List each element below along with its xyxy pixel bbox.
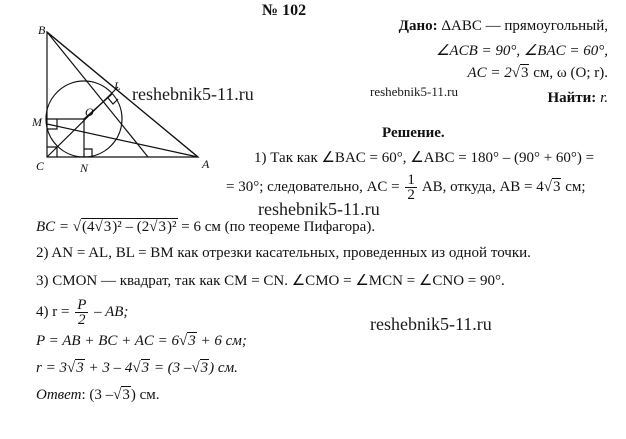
- solution-title: Решение.: [382, 125, 445, 141]
- r-a: r = 3: [36, 360, 67, 376]
- fraction-half: [405, 173, 417, 202]
- given-line2: ∠ACB = 90°, ∠BAC = 60°,: [435, 43, 608, 59]
- given-ac: AC = 2: [467, 65, 512, 81]
- given-ac-rest: см, ω (O; r).: [529, 65, 608, 81]
- label-b: B: [38, 23, 46, 37]
- find-line: [547, 90, 608, 107]
- bc-line: BC = √(4√3)² – (2√3)² = 6 см (по теореме Пифагора).: [36, 219, 376, 235]
- answer-line: Ответ: (3 –√3) см.: [36, 387, 160, 403]
- bc-rest: = 6 см (по теореме Пифагора).: [177, 219, 376, 235]
- label-c: C: [36, 159, 45, 173]
- r-root3: 3: [200, 360, 209, 376]
- p-a: P = AB + BC + AC = 6: [36, 333, 179, 349]
- label-n: N: [80, 161, 89, 175]
- step4-a: 4) r =: [36, 303, 70, 320]
- bc-r5: )²: [167, 219, 177, 235]
- watermark: reshebnik5-11.ru: [132, 84, 254, 104]
- r-d: ) см.: [209, 360, 238, 376]
- step1-root: 3: [552, 178, 561, 195]
- p-line: P = AB + BC + AC = 6√3 + 6 см;: [36, 333, 247, 349]
- label-a: A: [202, 157, 210, 171]
- answer-label: Ответ: [36, 387, 82, 403]
- bc-label: BC =: [36, 219, 70, 235]
- step1-line1: 1) Так как ∠BAC = 60°, ∠ABC = 180° – (90° + 60°) =: [254, 150, 595, 166]
- watermark: reshebnik5-11.ru: [370, 84, 458, 99]
- find-label: Найти:: [547, 90, 597, 106]
- bc-r3: )² – (2: [112, 219, 150, 235]
- step1-text-c: см;: [561, 178, 586, 195]
- label-o: O: [85, 105, 94, 119]
- given-text1: ΔABC — прямоугольный,: [441, 18, 608, 34]
- bc-r4: 3: [158, 219, 166, 235]
- p-root: 3: [188, 333, 196, 349]
- given-label: Дано:: [398, 18, 438, 34]
- bc-radical: (4√3)² – (2√3)²: [82, 219, 177, 235]
- bc-r2: 3: [103, 219, 112, 235]
- frac-den: 2: [407, 187, 415, 203]
- r-root1: 3: [76, 360, 84, 376]
- r-root2: 3: [141, 360, 150, 376]
- find-value: r.: [596, 90, 608, 106]
- answer-root: 3: [122, 387, 130, 403]
- bisector-a: [47, 124, 198, 157]
- r-c: = (3 –: [150, 360, 192, 376]
- fraction-p2: [75, 298, 88, 327]
- label-l: L: [114, 79, 121, 93]
- r-line: r = 3√3 + 3 – 4√3 = (3 –√3) см.: [36, 360, 238, 376]
- step2: 2) AN = AL, BL = BM как отрезки касательных, проведенных из одной точки.: [36, 245, 531, 261]
- step4: [36, 298, 128, 327]
- frac-den: 2: [78, 312, 86, 328]
- watermark: reshebnik5-11.ru: [258, 199, 380, 219]
- step1-text-a: = 30°; следовательно, AC =: [226, 178, 400, 195]
- p-b: + 6 см;: [196, 333, 247, 349]
- answer-a: : (3 –: [81, 387, 114, 403]
- step1-text-b: AB, откуда, AB = 4: [421, 178, 544, 195]
- step3: 3) CMON — квадрат, так как CM = CN. ∠CMO = ∠MCN = ∠CNO = 90°.: [36, 273, 505, 289]
- bc-r1: (4: [82, 219, 95, 235]
- step4-b: – AB;: [94, 303, 129, 320]
- watermark: reshebnik5-11.ru: [370, 314, 492, 334]
- problem-number: № 102: [262, 2, 307, 19]
- answer-b: ) см.: [130, 387, 160, 403]
- frac-num: 1: [407, 172, 415, 188]
- given-ac-root: 3: [520, 65, 529, 81]
- r-b: + 3 – 4: [84, 360, 133, 376]
- frac-num: P: [77, 297, 87, 313]
- given-line3: AC = 2√3 см, ω (O; r).: [467, 65, 608, 81]
- given-line1: [399, 18, 608, 35]
- step1-line2: = 30°; следовательно, AC = $\frac{1}{2}$ AB, откуда, AB = 4√3 см;: [226, 172, 586, 203]
- label-m: M: [32, 115, 42, 129]
